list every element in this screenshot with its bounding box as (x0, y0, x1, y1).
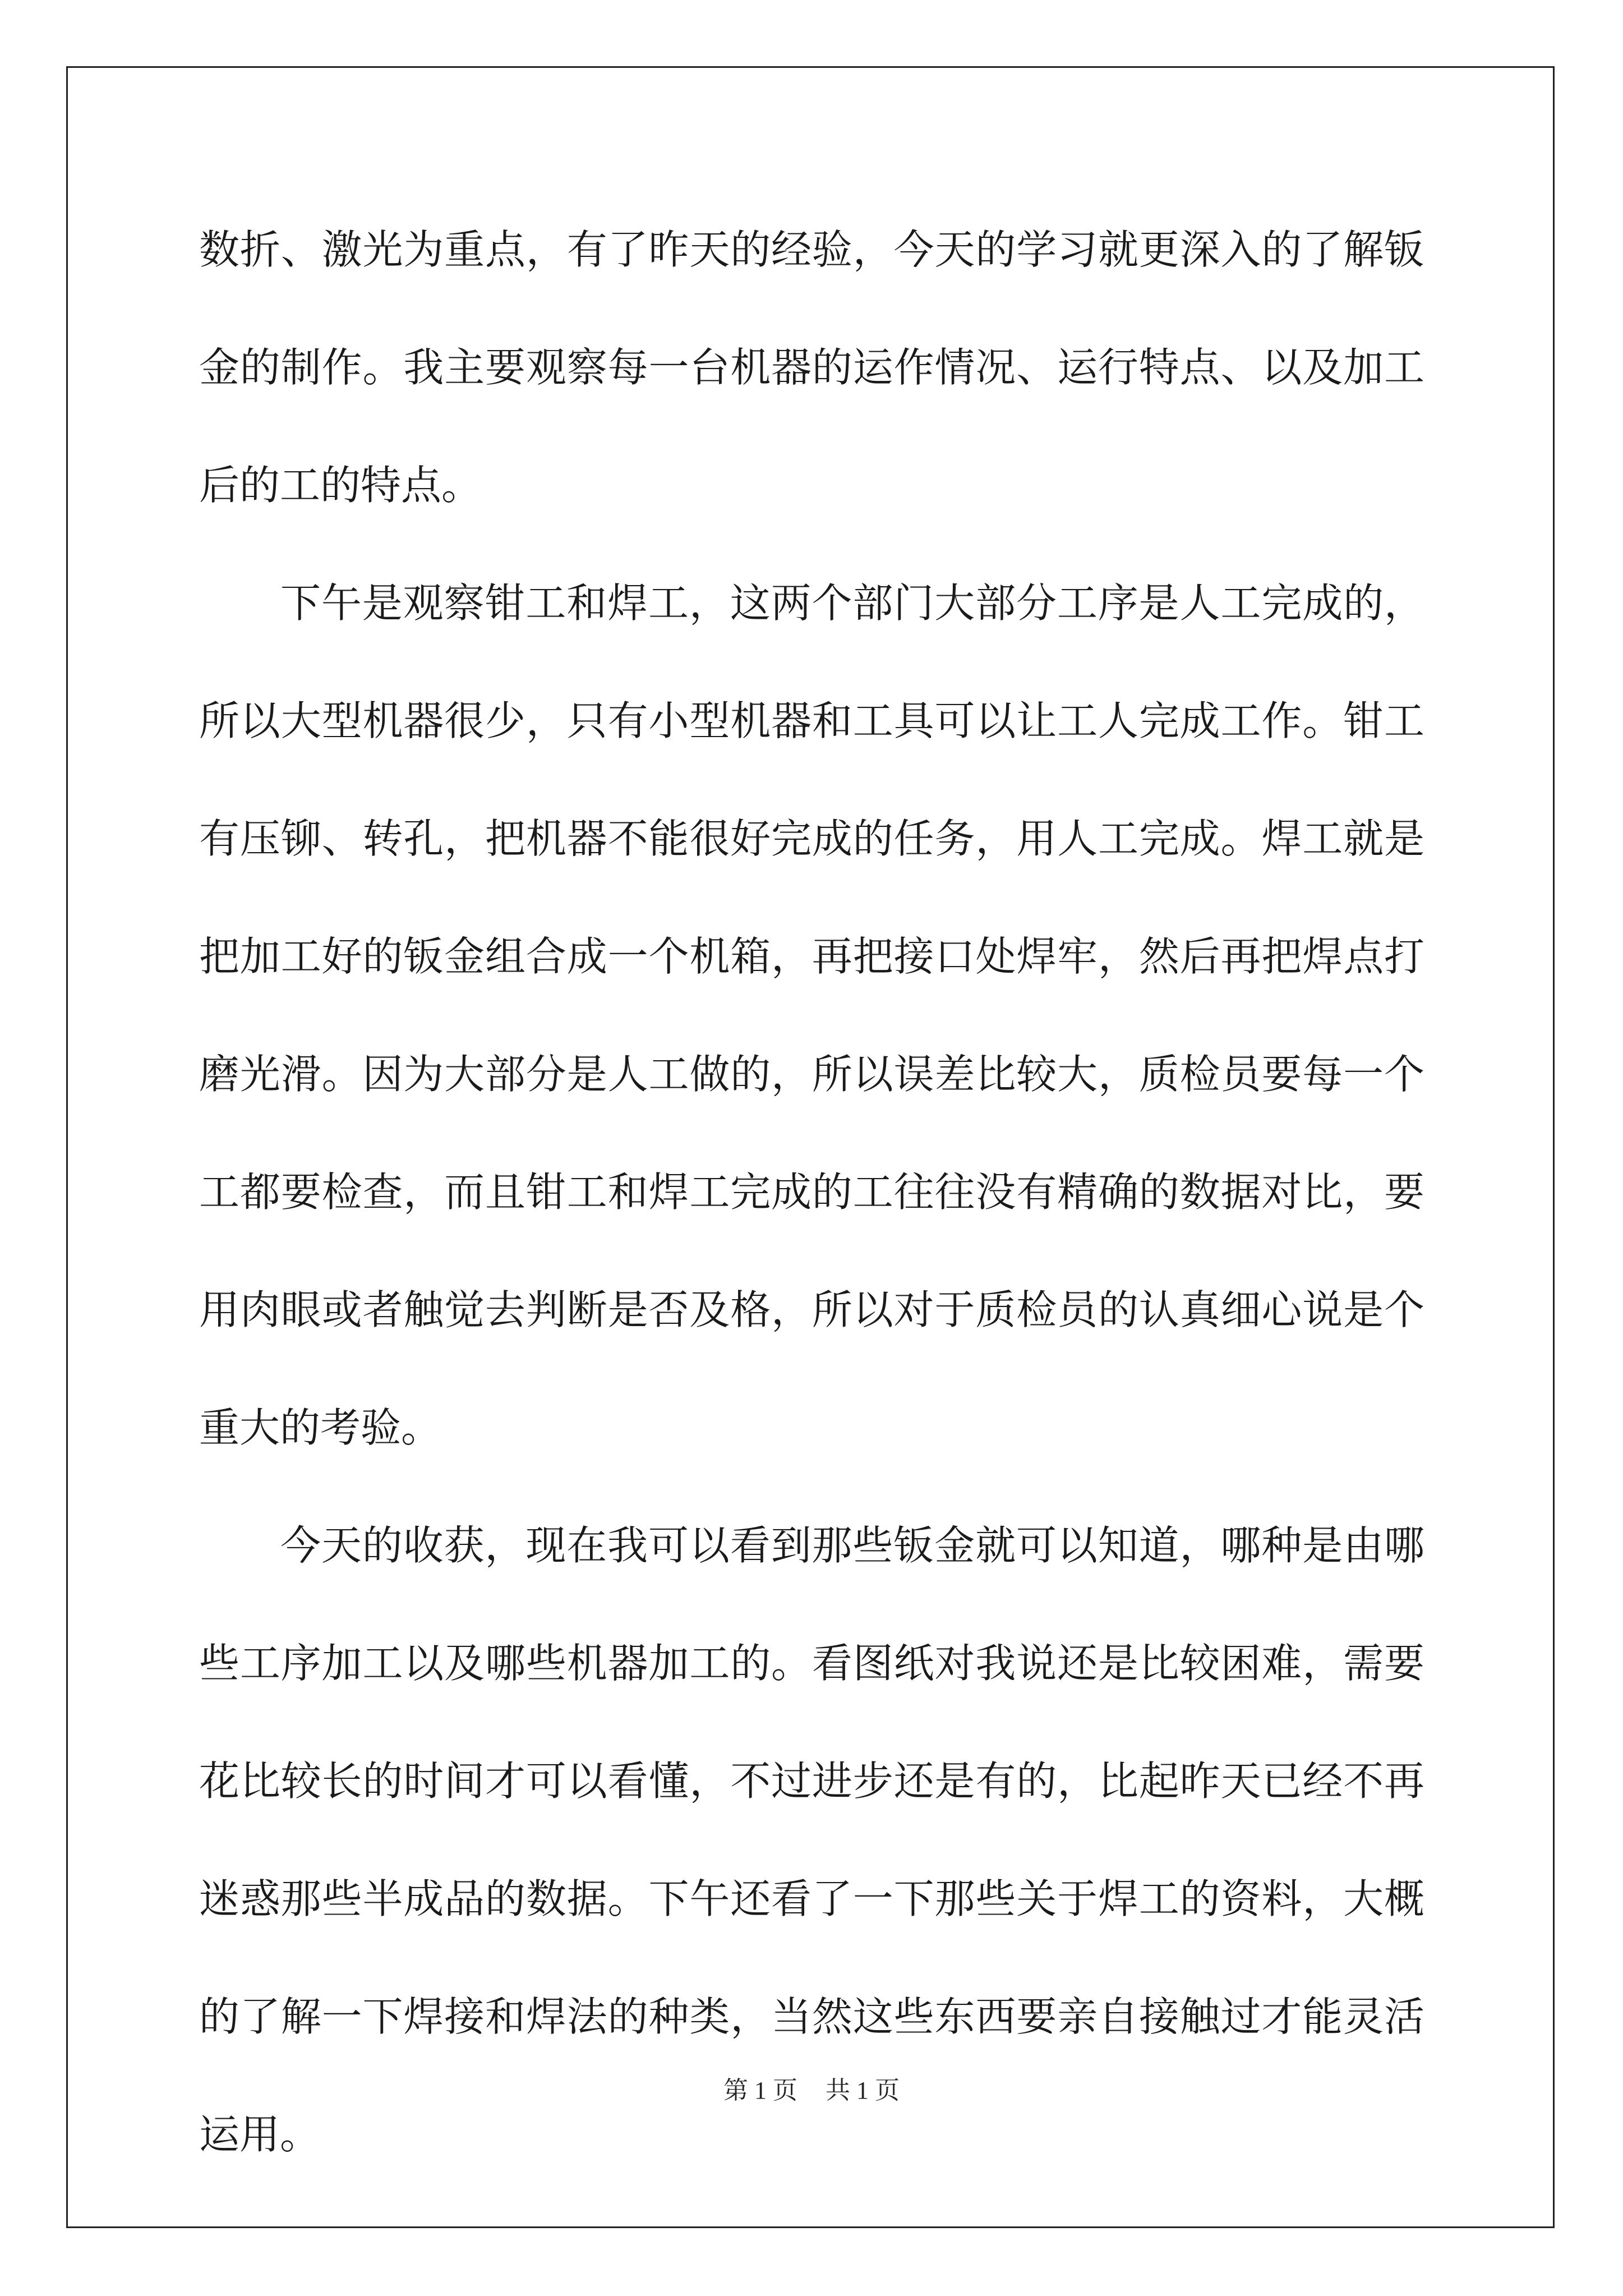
text-line: 的了解一下焊接和焊法的种类，当然这些东西要亲自接触过才能灵活 (199, 1993, 1424, 2040)
text-line: 所以大型机器很少，只有小型机器和工具可以让工人完成工作。钳工 (199, 697, 1424, 744)
text-line: 运用。 (199, 2111, 321, 2158)
text-line: 迷惑那些半成品的数据。下午还看了一下那些关于焊工的资料，大概 (199, 1875, 1424, 1922)
text-line: 工都要检查，而且钳工和焊工完成的工往往没有精确的数据对比，要 (199, 1168, 1424, 1216)
text-line: 磨光滑。因为大部分是人工做的，所以误差比较大，质检员要每一个 (199, 1051, 1424, 1098)
text-line: 有压铆、转孔，把机器不能很好完成的任务，用人工完成。焊工就是 (199, 815, 1424, 862)
page-number: 第 1 页 (723, 2077, 797, 2104)
page-footer (0, 2070, 1623, 2106)
paragraph-first-line: 今天的收获，现在我可以看到那些钣金就可以知道，哪种是由哪 (280, 1522, 1424, 1569)
page-total: 共 1 页 (826, 2077, 900, 2104)
text-line: 些工序加工以及哪些机器加工的。看图纸对我说还是比较困难，需要 (199, 1640, 1424, 1687)
text-line: 金的制作。我主要观察每一台机器的运作情况、运行特点、以及加工 (199, 344, 1424, 391)
text-line: 用肉眼或者触觉去判断是否及格，所以对于质检员的认真细心说是个 (199, 1286, 1424, 1333)
paragraph-first-line: 下午是观察钳工和焊工，这两个部门大部分工序是人工完成的， (280, 579, 1424, 627)
text-line: 把加工好的钣金组合成一个机箱，再把接口处焊牢，然后再把焊点打 (199, 933, 1424, 980)
text-line: 数折、激光为重点，有了昨天的经验，今天的学习就更深入的了解钣 (199, 226, 1424, 273)
text-line: 后的工的特点。 (199, 462, 482, 509)
document-body (199, 210, 1424, 2213)
text-line: 花比较长的时间才可以看懂，不过进步还是有的，比起昨天已经不再 (199, 1757, 1424, 1805)
text-line: 重大的考验。 (199, 1404, 442, 1451)
